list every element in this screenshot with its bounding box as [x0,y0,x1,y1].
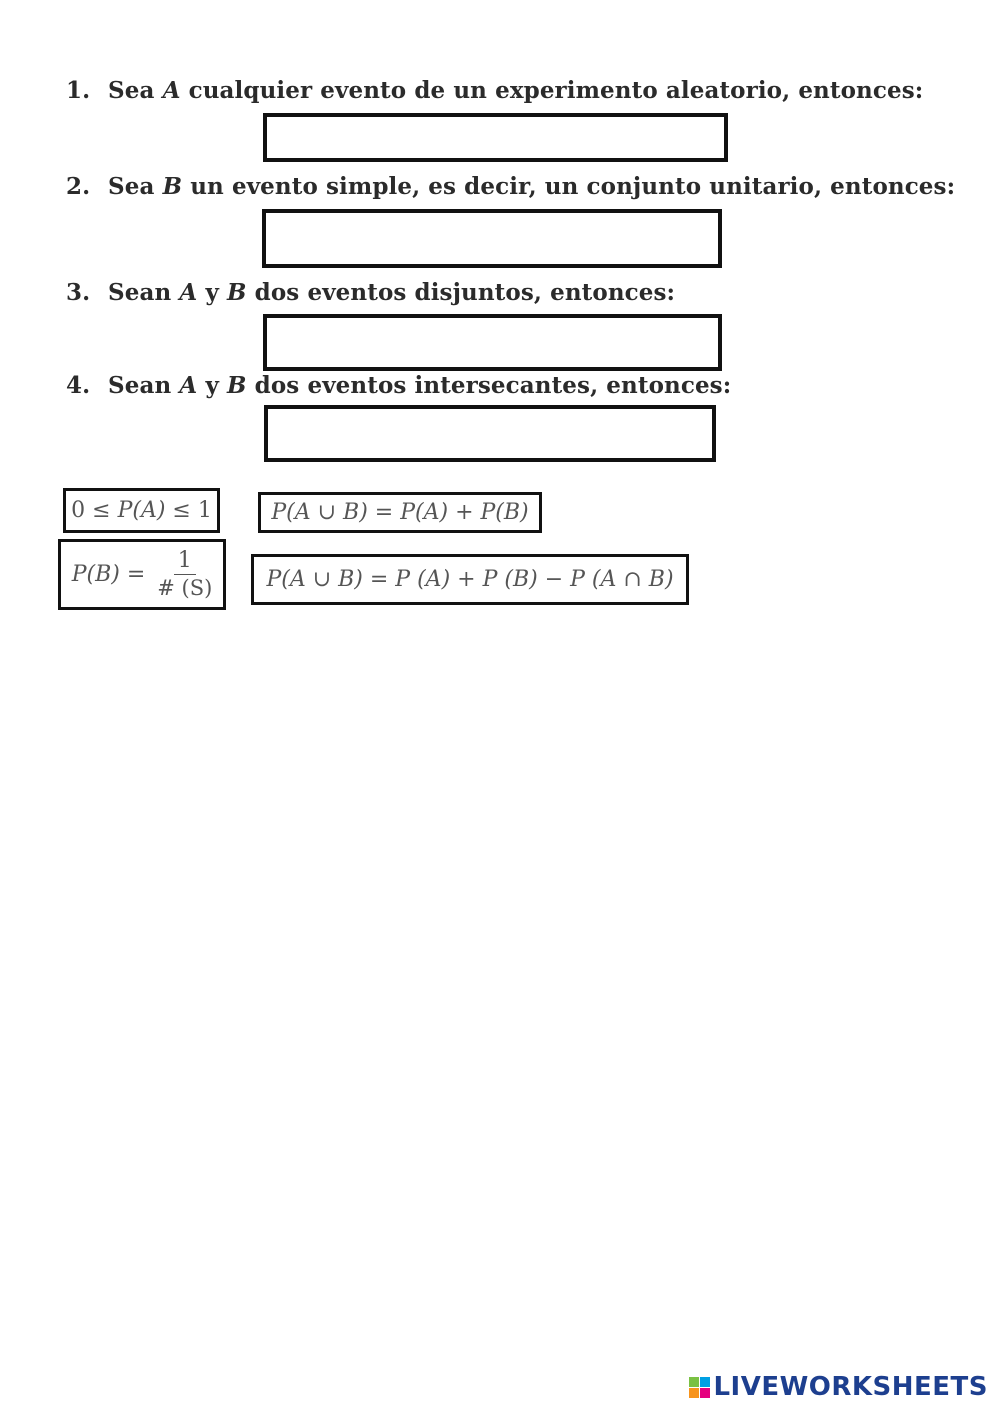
variable-a: A [162,77,181,104]
option-general-union[interactable] [251,554,689,605]
variable-a: A [179,372,198,399]
question-number: 4. [66,372,91,399]
variable-b: B [227,279,247,306]
option-text: P(A ∪ B) = P(A) + P(B) [271,500,529,525]
option-text: ≤ 1 [165,498,212,523]
answer-box-4[interactable] [264,405,716,462]
option-simple-event[interactable] [58,539,226,610]
fraction-denominator: # (S) [157,575,213,600]
question-2 [66,173,955,200]
option-text: P(A) [117,498,166,523]
answer-box-3[interactable] [263,314,722,371]
question-text-pre: Sean [108,279,180,306]
option-disjoint-union[interactable] [258,492,542,533]
question-text-post: un evento simple, es decir, un conjunto unitario, entonces: [182,173,956,200]
question-text-pre: Sea [108,77,163,104]
variable-a: A [179,279,198,306]
logo-text: LIVEWORKSHEETS [713,1372,988,1402]
question-number: 2. [66,173,91,200]
fraction-numerator: 1 [174,549,196,574]
answer-box-2[interactable] [262,209,722,268]
option-probability-range[interactable] [63,488,220,533]
question-text-post: dos eventos intersecantes, entonces: [246,372,732,399]
question-text-post: dos eventos disjuntos, entonces: [246,279,676,306]
option-lhs: P(B) = [71,562,146,587]
option-text: 0 ≤ [71,498,118,523]
question-3 [66,279,675,306]
question-text-mid: y [197,279,228,306]
question-text-pre: Sean [108,372,180,399]
question-text-pre: Sea [108,173,163,200]
question-number: 1. [66,77,91,104]
liveworksheets-logo [689,1372,988,1402]
fraction [157,549,212,599]
question-text-mid: y [197,372,228,399]
logo-mark-icon [689,1377,710,1398]
question-4 [66,372,731,399]
variable-b: B [162,173,183,200]
answer-box-1[interactable] [263,113,728,162]
variable-b: B [227,372,247,399]
question-text-post: cualquier evento de un experimento aleatorio, entonces: [180,77,924,104]
question-number: 3. [66,279,91,306]
option-text: P(A ∪ B) = P (A) + P (B) − P (A ∩ B) [266,567,674,592]
question-1 [66,77,923,104]
